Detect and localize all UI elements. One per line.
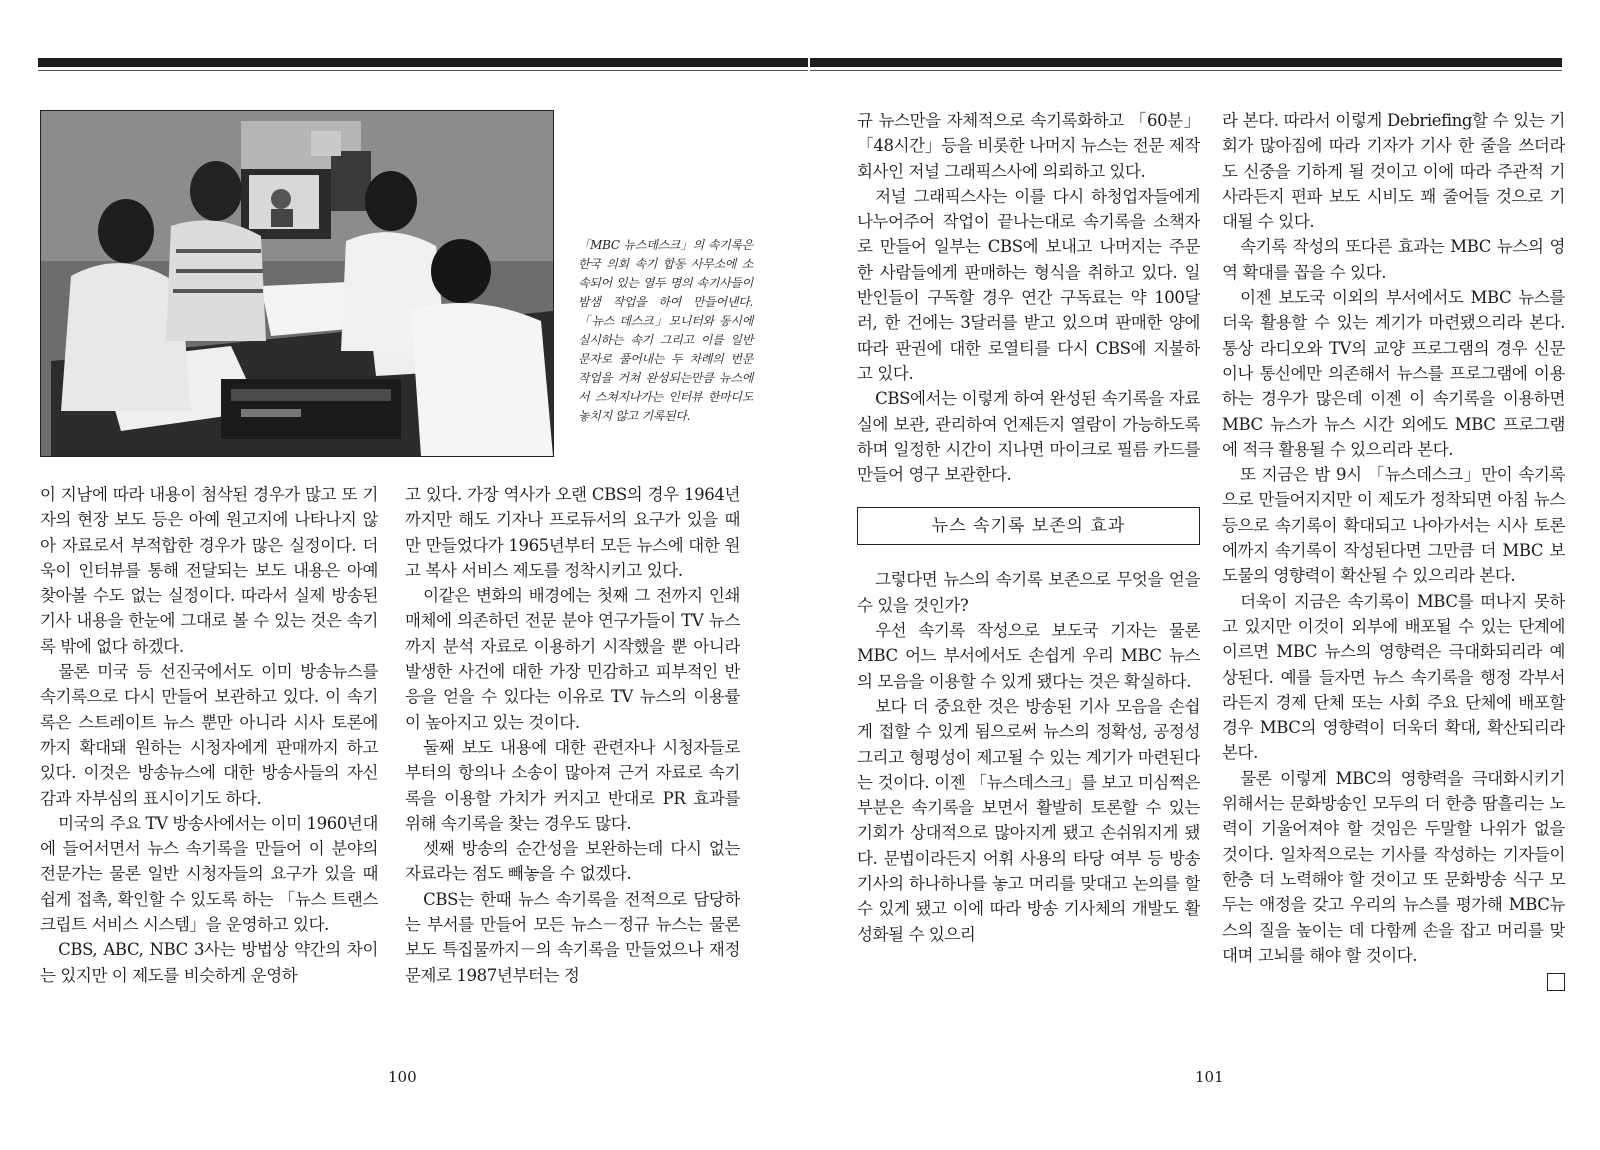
left-page-column-2 xyxy=(405,482,740,1054)
stenographers-photo xyxy=(40,110,554,457)
right-page-column-2 xyxy=(1222,108,1565,1068)
left-page-column-1 xyxy=(40,482,378,1054)
page-top-rule-left xyxy=(38,58,808,67)
paragraph: CBS는 한때 뉴스 속기록을 전적으로 담당하는 부서를 만들어 모든 뉴스－정규 뉴스는 물론 보도 특집물까지－의 속기록을 만들었으나 재정 문제로 1987년부터는 정 xyxy=(405,889,740,985)
paragraph: 이 지남에 따라 내용이 첨삭된 경우가 많고 또 기자의 현장 보도 등은 아예 원고지에 나타나지 않아 자료로서 부적합한 경우가 많은 실정이다. 더욱이 인터뷰를 통해 전달되는 보도 내용은 아예 찾아볼 수도 없는 실정이다. 따라서 실제 방송된 기사 내용을 한눈에 그대로 볼 수 있는 것은 속기록 밖에 없다 하겠다. xyxy=(40,485,378,656)
paragraph: 또 지금은 밤 9시 「뉴스데스크」만이 속기록으로 만들어지지만 이 제도가 정착되면 아침 뉴스 등으로 속기록이 확대되고 나아가서는 시사 토론에까지 속기록이 작성된다면 그만큼 더 MBC 보도물의 영향력이 확산될 수 있으리라 본다. xyxy=(1222,465,1565,586)
photo-caption: 「MBC 뉴스데스크」의 속기록은 한국 의회 속기 합동 사무소에 소속되어 있는 열두 명의 속기사들이 밤샘 작업을 하여 만들어낸다. 「뉴스 데스크」모니터와 동시에 실시하는 속기 그리고 이를 일반 문자로 풀어내는 두 차례의 번문 작업을 거쳐 완성되는만큼 뉴스에서 스쳐지나가는 인터뷰 한마디도 놓치지 않고 기록된다. xyxy=(578,238,753,423)
paragraph: CBS에서는 이렇게 하여 완성된 속기록을 자료실에 보관, 관리하여 언제든지 열람이 가능하도록 하며 일정한 시간이 지나면 마이크로 필름 카드를 만들어 영구 보관한다. xyxy=(857,389,1200,485)
page-top-rule-right xyxy=(810,58,1562,67)
paragraph: 고 있다. 가장 역사가 오랜 CBS의 경우 1964년까지만 해도 기자나 프로듀서의 요구가 있을 때만 만들었다가 1965년부터 모든 뉴스에 대한 원고 복사 서비스 제도를 정착시키고 있다. xyxy=(405,485,740,580)
paragraph: CBS, ABC, NBC 3사는 방법상 약간의 차이는 있지만 이 제도를 비슷하게 운영하 xyxy=(40,940,378,985)
paragraph: 라 본다. 따라서 이렇게 Debriefing할 수 있는 기회가 많아짐에 따라 기자가 기사 한 줄을 쓰더라도 신중을 기하게 될 것이고 이에 따라 주관적 기사라든지 편파 보도 시비도 꽤 줄어들 것으로 기대될 수 있다. xyxy=(1222,111,1565,232)
section-heading: 뉴스 속기록 보존의 효과 xyxy=(857,507,1200,545)
paragraph: 규 뉴스만을 자체적으로 속기록화하고 「60분」「48시간」등을 비롯한 나머지 뉴스는 전문 제작 회사인 저널 그래픽스사에 의뢰하고 있다. xyxy=(857,111,1200,181)
paragraph: 그렇다면 뉴스의 속기록 보존으로 무엇을 얻을 수 있을 것인가? xyxy=(857,570,1200,615)
paragraph: 저널 그래픽스사는 이를 다시 하청업자들에게 나누어주어 작업이 끝나는대로 속기록을 소책자로 만들어 일부는 CBS에 보내고 나머지는 주문한 사람들에게 판매하는 형식을 취하고 있다. 일반인들이 구독할 경우 연간 구독료는 약 100달러, 한 건에는 3달러를 받고 있으며 판매한 양에 따라 판권에 대한 로열티를 다시 CBS에 지불하고 있다. xyxy=(857,186,1200,383)
paragraph: 미국의 주요 TV 방송사에서는 이미 1960년대에 들어서면서 뉴스 속기록을 만들어 이 분야의 전문가는 물론 일반 시청자들의 요구가 있을 때 쉽게 접촉, 확인할 수 있도록 하는 「뉴스 트랜스크립트 서비스 시스템」을 운영하고 있다. xyxy=(40,813,378,935)
paragraph: 이젠 보도국 이외의 부서에서도 MBC 뉴스를 더욱 활용할 수 있는 계기가 마련됐으리라 본다. 통상 라디오와 TV의 교양 프로그램의 경우 신문이나 통신에만 의존해서 뉴스를 프로그램에 이용하는 경우가 많은데 이젠 이 속기록을 이용하면 MBC 뉴스가 뉴스 시간 외에도 MBC 프로그램에 적극 활용될 수 있으리라 본다. xyxy=(1222,288,1565,459)
paragraph: 셋째 방송의 순간성을 보완하는데 다시 없는 자료라는 점도 빼놓을 수 없겠다. xyxy=(405,839,740,884)
paragraph: 이같은 변화의 배경에는 첫째 그 전까지 인쇄 매체에 의존하던 전문 분야 연구가들이 TV 뉴스까지 분석 자료로 이용하기 시작했을 뿐 아니라 발생한 사건에 대한 가장 민감하고 피부적인 반응을 얻을 수 있다는 이유로 TV 뉴스의 이용률이 높아지고 있는 것이다. xyxy=(405,586,740,732)
page-number-left: 100 xyxy=(388,1068,417,1086)
page-number-right: 101 xyxy=(1195,1068,1224,1086)
paragraph: 우선 속기록 작성으로 보도국 기자는 물론 MBC 어느 부서에서도 손쉽게 우리 MBC 뉴스의 모음을 이용할 수 있게 됐다는 것은 확실하다. xyxy=(857,621,1200,691)
paragraph: 물론 미국 등 선진국에서도 이미 방송뉴스를 속기록으로 다시 만들어 보관하고 있다. 이 속기록은 스트레이트 뉴스 뿐만 아니라 시사 토론에까지 확대돼 원하는 시청자에게 판매까지 하고 있다. 이것은 방송뉴스에 대한 방송사들의 자신감과 자부심의 표시이기도 하다. xyxy=(40,662,378,808)
photo-illustration xyxy=(41,111,553,456)
right-page-column-1 xyxy=(857,108,1200,1068)
paragraph: 속기록 작성의 또다른 효과는 MBC 뉴스의 영역 확대를 꼽을 수 있다. xyxy=(1222,237,1565,282)
paragraph: 더욱이 지금은 속기록이 MBC를 떠나지 못하고 있지만 이것이 외부에 배포될 수 있는 단계에 이르면 MBC 뉴스의 영향력은 극대화되리라 예상된다. 예를 들자면 뉴스 속기록을 행정 각부서라든지 경제 단체 또는 사회 주요 단체에 배포할 경우 MBC의 영향력이 더욱더 확대, 확산되리라 본다. xyxy=(1222,591,1565,763)
paragraph: 보다 더 중요한 것은 방송된 기사 모음을 손쉽게 접할 수 있게 됨으로써 뉴스의 정확성, 공정성 그리고 형평성이 제고될 수 있는 계기가 마련된다는 것이다. 이젠 「뉴스데스크」를 보고 미심쩍은 부분은 속기록을 보면서 활발히 토론할 수 있는 기회가 상대적으로 많아지게 됐고 손쉬워지게 됐다. 문법이라든지 어휘 사용의 타당 여부 등 방송 기사의 하나하나를 놓고 머리를 맞대고 논의를 할 수 있게 됐고 이에 따라 방송 기사체의 개발도 활성화될 수 있으리 xyxy=(857,696,1200,944)
paragraph: 물론 이렇게 MBC의 영향력을 극대화시키기 위해서는 문화방송인 모두의 더 한층 땀흘리는 노력이 기울어져야 할 것임은 두말할 나위가 없을 것이다. 일차적으로는 기사를 작성하는 기자들이 한층 더 노력해야 할 것이고 또 문화방송 식구 모두는 애정을 갖고 우리의 뉴스를 평가해 MBC뉴스의 질을 높이는 데 다함께 손을 잡고 머리를 맞대며 고뇌를 해야 할 것이다. xyxy=(1222,768,1565,965)
paragraph: 둘째 보도 내용에 대한 관련자나 시청자들로부터의 항의나 소송이 많아져 근거 자료로 속기록을 이용할 가치가 커지고 반대로 PR 효과를 위해 속기록을 찾는 경우도 많다. xyxy=(405,737,740,833)
end-mark-icon xyxy=(1547,973,1565,991)
